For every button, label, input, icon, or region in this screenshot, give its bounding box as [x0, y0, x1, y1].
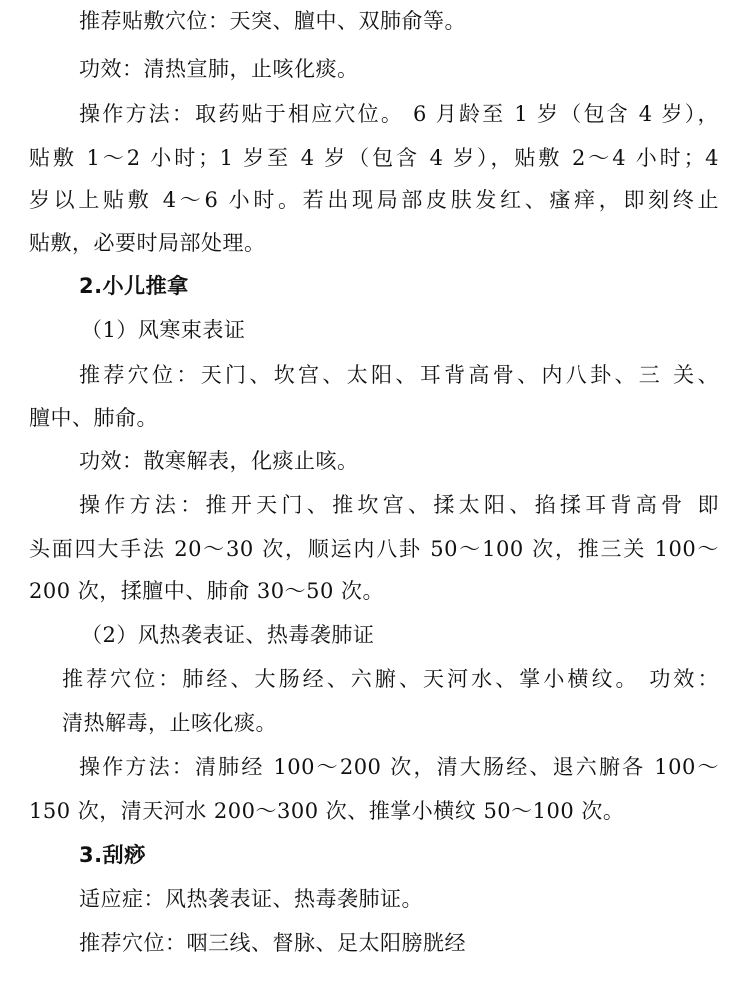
text-line: 贴敷 1～2 小时；1 岁至 4 岁（包含 4 岁），贴敷 2～4 小时；4 — [29, 146, 719, 170]
text-line: 操作方法：清肺经 100～200 次，清大肠经、退六腑各 100～ — [79, 755, 719, 779]
text-line: 适应症：风热袭表证、热毒袭肺证。 — [79, 887, 423, 911]
text-line: 岁以上贴敷 4～6 小时。若出现局部皮肤发红、瘙痒，即刻终止 — [29, 188, 719, 212]
section-heading: 2.小儿推拿 — [79, 274, 189, 298]
text-line: 功效：清热宣肺，止咳化痰。 — [79, 57, 359, 81]
text-line: 膻中、肺俞。 — [29, 406, 158, 430]
text-line: 清热解毒，止咳化痰。 — [62, 711, 277, 735]
text-line: 推荐穴位：咽三线、督脉、足太阳膀胱经 — [79, 931, 466, 955]
subsection-heading: （2）风热袭表证、热毒袭肺证 — [81, 623, 375, 647]
text-line: 贴敷，必要时局部处理。 — [29, 231, 266, 255]
text-line: 推荐穴位：肺经、大肠经、六腑、天河水、掌小横纹。 功效： — [62, 667, 719, 691]
section-heading: 3.刮痧 — [79, 843, 146, 867]
subsection-heading: （1）风寒束表证 — [81, 318, 246, 342]
text-line: 推荐贴敷穴位：天突、膻中、双肺俞等。 — [79, 9, 466, 33]
text-line: 头面四大手法 20～30 次，顺运内八卦 50～100 次，推三关 100～ — [29, 537, 719, 561]
text-line: 150 次，清天河水 200～300 次、推掌小横纹 50～100 次。 — [29, 799, 625, 823]
text-line: 200 次，揉膻中、肺俞 30～50 次。 — [29, 579, 385, 603]
text-line: 操作方法：取药贴于相应穴位。 6 月龄至 1 岁（包含 4 岁）， — [79, 102, 719, 126]
text-line: 推荐穴位：天门、坎宫、太阳、耳背高骨、内八卦、三 关、 — [79, 363, 719, 387]
text-line: 功效：散寒解表，化痰止咳。 — [79, 449, 359, 473]
text-line: 操作方法：推开天门、推坎宫、揉太阳、掐揉耳背高骨 即 — [79, 493, 719, 517]
